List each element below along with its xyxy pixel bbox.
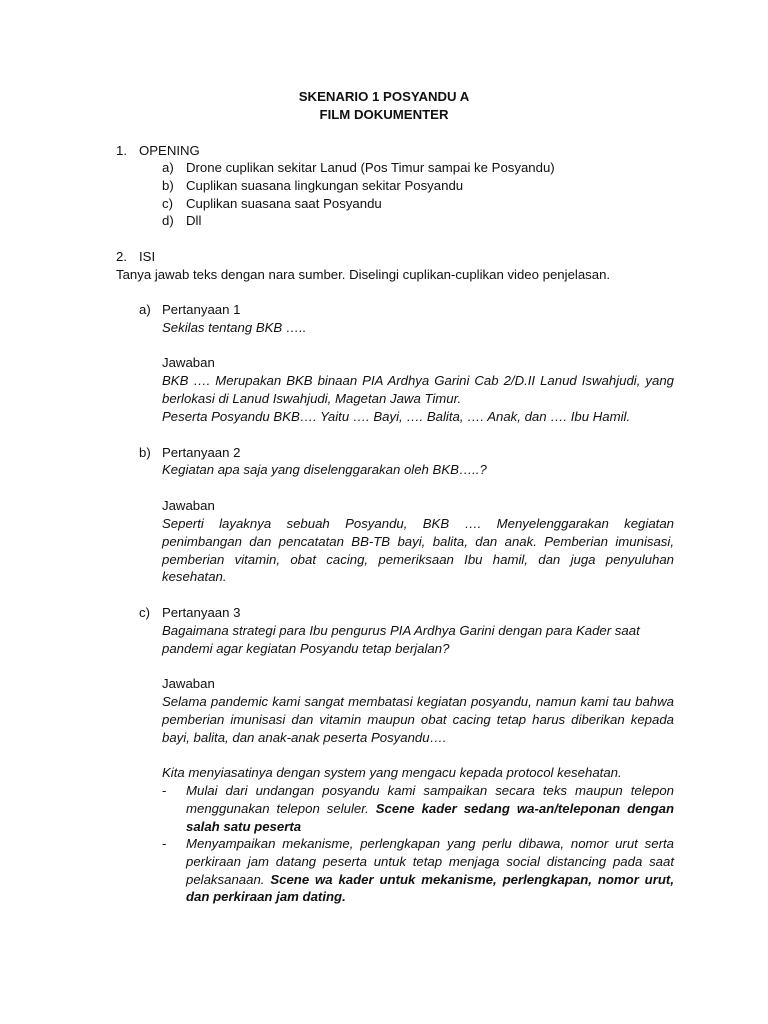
- answer-label: Jawaban: [162, 355, 215, 370]
- answer-label: Jawaban: [162, 498, 215, 513]
- question-marker: a): [139, 302, 151, 317]
- question-text: Kegiatan apa saja yang diselenggarakan oleh BKB…..?: [162, 462, 487, 477]
- section-number: 1.: [116, 143, 127, 158]
- section-heading-opening: OPENING: [139, 143, 200, 158]
- list-item: Cuplikan suasana lingkungan sekitar Posyandu: [186, 178, 464, 193]
- bullet-text: Mulai dari undangan posyandu kami sampaikan secara teks maupun telepon menggunakan telepon seluler.: [186, 783, 674, 816]
- list-marker: d): [162, 213, 174, 228]
- answer-text: Selama pandemic kami sangat membatasi kegiatan posyandu, namun kami tau bahwa pemberian imunisasi dan vitamin maupun obat cacing tetap harus diberikan kepada bayi, balita, dan anak-anak peserta Posyandu….: [162, 694, 674, 745]
- bullet-item: [186, 782, 674, 835]
- section-number: 2.: [116, 249, 127, 264]
- bullet-marker: -: [162, 836, 167, 851]
- question-label: Pertanyaan 2: [162, 445, 241, 460]
- list-item: Cuplikan suasana saat Posyandu: [186, 196, 382, 211]
- question-label: Pertanyaan 1: [162, 302, 241, 317]
- list-marker: c): [162, 196, 173, 211]
- list-marker: b): [162, 178, 174, 193]
- bullet-item: [186, 835, 674, 906]
- answer-text: Seperti layaknya sebuah Posyandu, BKB …. Menyelenggarakan kegiatan penimbangan dan pencatatan BB-TB bayi, balita, dan anak. Pemberian imunisasi, pemberian vitamin, obat cacing, pemeriksaan Ibu hamil, dan juga penyuluhan kesehatan.: [162, 516, 674, 585]
- question-marker: c): [139, 605, 150, 620]
- bullet-marker: -: [162, 783, 167, 798]
- section-intro: Tanya jawab teks dengan nara sumber. Diselingi cuplikan-cuplikan video penjelasan.: [116, 267, 611, 282]
- question-label: Pertanyaan 3: [162, 605, 241, 620]
- section-heading-isi: ISI: [139, 249, 156, 264]
- answer-label: Jawaban: [162, 676, 215, 691]
- answer-text: BKB …. Merupakan BKB binaan PIA Ardhya Garini Cab 2/D.II Lanud Iswahjudi, yang berlokasi di Lanud Iswahjudi, Magetan Jawa Timur.: [162, 373, 674, 406]
- question-text: Sekilas tentang BKB …..: [162, 320, 307, 335]
- answer-text: Peserta Posyandu BKB…. Yaitu …. Bayi, …. Balita, …. Anak, dan …. Ibu Hamil.: [162, 409, 631, 424]
- document-subtitle: FILM DOKUMENTER: [319, 107, 449, 122]
- question-text: Bagaimana strategi para Ibu pengurus PIA Ardhya Garini dengan para Kader saat pandemi agar kegiatan Posyandu tetap berjalan?: [162, 623, 640, 656]
- list-item: Dll: [186, 213, 202, 228]
- answer-text: Kita menyiasatinya dengan system yang mengacu kepada protocol kesehatan.: [162, 765, 622, 780]
- bullet-text: Menyampaikan mekanisme, perlengkapan yang perlu dibawa, nomor urut serta perkiraan jam datang peserta untuk tetap menjaga social distancing pada saat pelaksanaan.: [186, 836, 674, 887]
- question-marker: b): [139, 445, 151, 460]
- document-title: SKENARIO 1 POSYANDU A: [298, 89, 470, 104]
- list-item: Drone cuplikan sekitar Lanud (Pos Timur sampai ke Posyandu): [186, 160, 555, 175]
- bullet-scene: Scene wa kader untuk mekanisme, perlengkapan, nomor urut, dan perkiraan jam dating.: [186, 871, 674, 905]
- bullet-scene: Scene kader sedang wa-an/teleponan dengan salah satu peserta: [186, 800, 675, 834]
- list-marker: a): [162, 160, 174, 175]
